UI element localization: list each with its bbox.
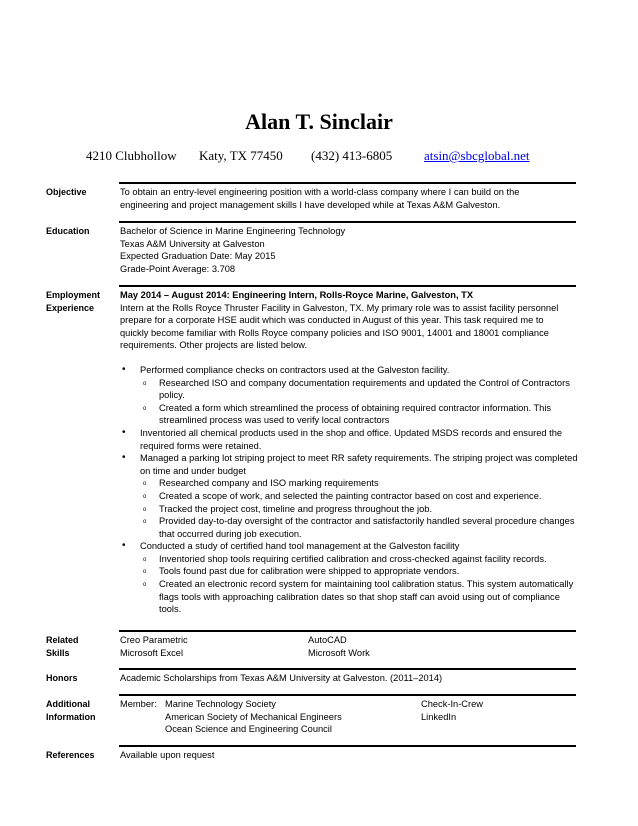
duty-item [120,427,578,452]
skills-label-line: Skills [46,647,70,658]
additional-label-line: Additional [46,699,90,709]
objective-line: engineering and project management skills I have developed while at Texas A&M Galveston. [120,199,501,210]
duty-subitem: o Researched company and ISO marking requirements [140,477,578,490]
additional-label-line: Information [46,711,96,722]
skills-label-line: Related [46,635,79,645]
candidate-name: Alan T. Sinclair [245,109,393,134]
employment-label-line: Employment [46,290,101,300]
skill-item: AutoCAD [308,635,347,645]
additional-label [46,698,116,723]
email-link[interactable]: atsin@sbcglobal.net [424,148,530,163]
duty-text: Managed a parking lot striping project to meet RR safety requirements. The striping project was completed on time and under budget [140,453,578,476]
education-label: Education [46,226,90,236]
job-intro-line: prepare for a corporate HSE audit which was conducted in August of this year. This task required me to [120,315,544,326]
duties-list [120,364,578,616]
section-divider [119,182,576,184]
address: 4210 Clubhollow [86,148,177,163]
phone-number: (432) 413-6805 [311,148,393,163]
member-label: Member: [120,699,157,709]
section-divider [119,694,576,696]
job-intro-line: Intern at the Rolls Royce Thruster Facility in Galveston, TX. My primary role was to assist facility personnel [120,302,559,313]
skill-item: Creo Parametric [120,635,188,645]
additional-item: Check-In-Crew [421,699,483,709]
objective-line: To obtain an entry-level engineering position with a world-class company where I can build on the [120,187,520,197]
employment-label-line: Experience [46,302,95,313]
membership-item: Marine Technology Society [165,699,276,709]
honors-label: Honors [46,673,78,683]
duty-text: Conducted a study of certified hand tool management at the Galveston facility [140,541,460,552]
objective-label: Objective [46,187,87,197]
duty-subitem: o Created a form which streamlined the process of obtaining required contractor information. This streamlined process was used to verify local contractors [140,402,578,427]
section-divider [119,630,576,632]
additional-item: LinkedIn [421,711,457,722]
education-degree: Bachelor of Science in Marine Engineering Technology [120,226,346,236]
duty-subitem: o Created a scope of work, and selected the painting contractor based on cost and experience. [140,490,578,503]
city-state-zip: Katy, TX 77450 [199,148,283,163]
membership-item: American Society of Mechanical Engineers [165,711,342,722]
duty-subitem: o Created an electronic record system for maintaining tool calibration status. This system automatically flags tools with approaching calibration dates so that shop staff can avoid using out of compliance tools. [140,578,578,616]
skill-item: Microsoft Work [308,647,370,658]
honors-text: Academic Scholarships from Texas A&M University at Galveston. (2011–2014) [120,673,443,683]
section-divider [119,745,576,747]
duty-item [120,452,578,540]
education-graduation: Expected Graduation Date: May 2015 [120,251,276,262]
duty-item [120,540,578,616]
duty-subitem: o Inventoried shop tools requiring certified calibration and cross-checked against facility records. [140,553,578,566]
duty-subitem: o Tools found past due for calibration were shipped to appropriate vendors. [140,565,578,578]
section-divider [119,668,576,670]
job-title: May 2014 – August 2014: Engineering Intern, Rolls-Royce Marine, Galveston, TX [120,290,474,300]
duty-subitem: o Tracked the project cost, timeline and progress throughout the job. [140,503,578,516]
membership-item: Ocean Science and Engineering Council [165,724,332,735]
duty-item [120,364,578,427]
section-divider [119,221,576,223]
section-divider [119,285,576,287]
employment-label [46,289,116,314]
duty-text: Inventoried all chemical products used in the shop and office. Updated MSDS records and ensured the required forms were retained. [140,427,563,451]
job-intro-line: quickly become familiar with Rolls Royce company policies and ISO 9001, 14001 and 18001 compliance [120,327,549,338]
education-school: Texas A&M University at Galveston [120,238,265,249]
references-label: References [46,750,95,760]
job-intro-line: requirements. Other projects are listed below. [120,340,308,351]
duty-subitem: o Researched ISO and company documentation requirements and updated the Control of Contractors policy. [140,377,578,402]
contact-line [0,147,638,165]
skill-item: Microsoft Excel [120,647,184,658]
duty-text: Performed compliance checks on contractors used at the Galveston facility. [140,364,450,375]
education-gpa: Grade-Point Average: 3.708 [120,263,236,274]
duty-subitem: o Provided day-to-day oversight of the contractor and satisfactorily handled several procedure changes that occurred during job execution. [140,515,578,540]
references-text: Available upon request [120,750,215,760]
skills-label [46,634,116,659]
